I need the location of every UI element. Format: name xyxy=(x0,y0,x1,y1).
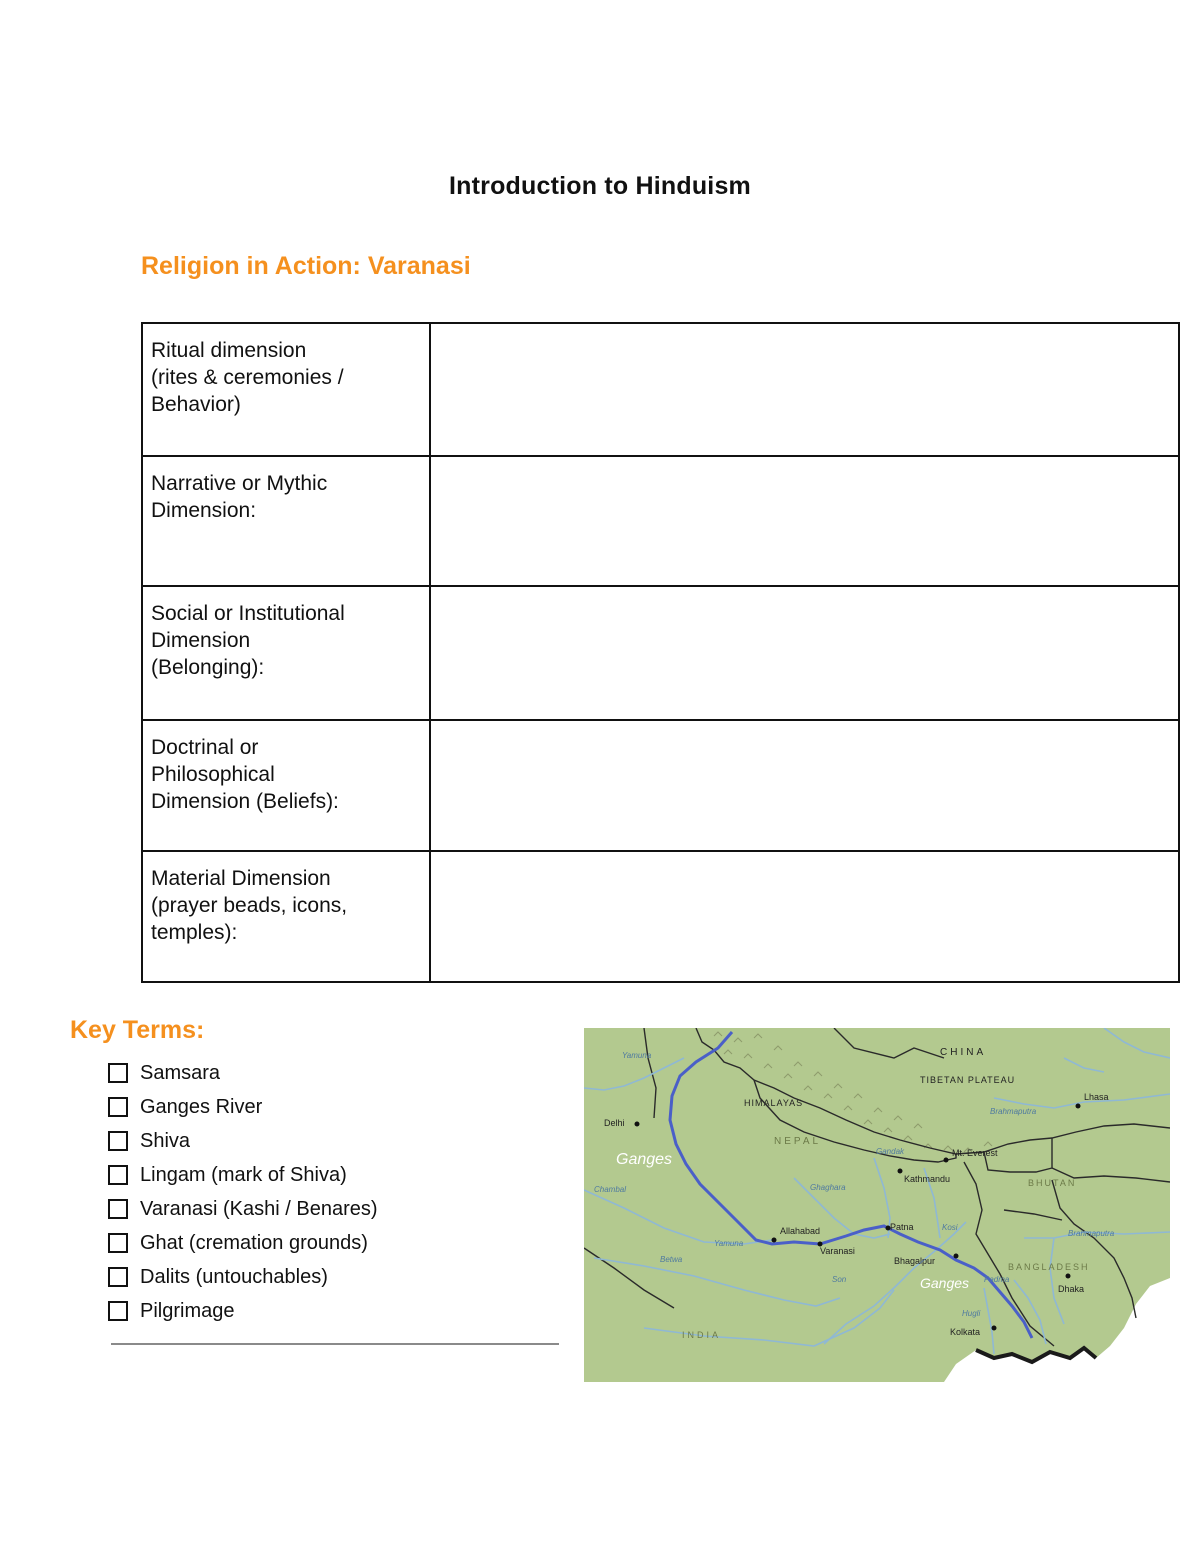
label-padma: Padma xyxy=(984,1275,1010,1284)
answer-cell[interactable] xyxy=(430,851,1179,982)
table-row xyxy=(142,323,1179,456)
label-line: Material Dimension xyxy=(151,867,331,890)
label-ganges-east: Ganges xyxy=(920,1275,970,1291)
label-delhi: Delhi xyxy=(604,1118,625,1128)
label-bhutan: BHUTAN xyxy=(1028,1178,1077,1188)
label-line: temples): xyxy=(151,921,238,944)
label-line: Philosophical xyxy=(151,763,275,786)
label-line: Dimension: xyxy=(151,499,257,522)
label-yamuna-south: Yamuna xyxy=(714,1239,744,1248)
term-label: Samsara xyxy=(140,1061,221,1084)
table-row xyxy=(142,456,1179,586)
label-kathmandu: Kathmandu xyxy=(904,1174,951,1184)
dimension-label xyxy=(142,323,430,456)
dimension-label xyxy=(142,456,430,586)
checkbox[interactable] xyxy=(108,1131,128,1151)
checkbox[interactable] xyxy=(108,1063,128,1083)
label-varanasi: Varanasi xyxy=(820,1246,855,1256)
table-row xyxy=(142,851,1179,982)
dimension-label xyxy=(142,586,430,720)
label-china: CHINA xyxy=(940,1047,987,1058)
label-line: Dimension (Beliefs): xyxy=(151,790,339,813)
term-label: Ghat (cremation grounds) xyxy=(140,1231,368,1254)
list-item xyxy=(108,1090,378,1124)
table-row xyxy=(142,586,1179,720)
label-patna: Patna xyxy=(890,1222,914,1232)
section-heading: Religion in Action: Varanasi xyxy=(141,252,471,280)
answer-cell[interactable] xyxy=(430,456,1179,586)
label-kosi: Kosi xyxy=(942,1223,958,1232)
page-title: Introduction to Hinduism xyxy=(449,172,751,200)
list-item xyxy=(108,1124,378,1158)
checkbox[interactable] xyxy=(108,1097,128,1117)
checkbox[interactable] xyxy=(108,1165,128,1185)
key-terms-heading: Key Terms: xyxy=(70,1016,205,1044)
label-himalayas: HIMALAYAS xyxy=(744,1098,804,1108)
label-allahabad: Allahabad xyxy=(780,1226,821,1236)
label-mt-everest: Mt. Everest xyxy=(952,1148,998,1158)
label-kolkata: Kolkata xyxy=(950,1327,981,1337)
term-label: Ganges River xyxy=(140,1095,263,1118)
table-row xyxy=(142,720,1179,851)
label-chambal: Chambal xyxy=(594,1185,627,1194)
label-betwa: Betwa xyxy=(660,1255,683,1264)
label-india: INDIA xyxy=(682,1330,722,1340)
label-brahmaputra-lower: Brahmaputra xyxy=(1068,1229,1115,1238)
checkbox[interactable] xyxy=(108,1301,128,1321)
list-item xyxy=(108,1192,378,1226)
term-label: Shiva xyxy=(140,1129,191,1152)
label-ghaghara: Ghaghara xyxy=(810,1183,846,1192)
label-line: Behavior) xyxy=(151,393,241,416)
divider xyxy=(111,1343,559,1345)
dimension-label xyxy=(142,851,430,982)
dimension-label xyxy=(142,720,430,851)
label-line: Dimension xyxy=(151,629,251,652)
term-label: Pilgrimage xyxy=(140,1299,235,1322)
label-line: (prayer beads, icons, xyxy=(151,894,348,917)
key-terms-list xyxy=(108,1056,378,1328)
term-label: Varanasi (Kashi / Benares) xyxy=(140,1197,378,1220)
ganges-map xyxy=(584,1028,1170,1382)
list-item xyxy=(108,1056,378,1090)
label-line: Ritual dimension xyxy=(151,339,307,362)
list-item xyxy=(108,1260,378,1294)
checkbox[interactable] xyxy=(108,1267,128,1287)
list-item xyxy=(108,1158,378,1192)
label-dhaka: Dhaka xyxy=(1058,1284,1085,1294)
list-item xyxy=(108,1294,378,1328)
label-line: (rites & ceremonies / xyxy=(151,366,344,389)
label-bhagalpur: Bhagalpur xyxy=(894,1256,936,1266)
checkbox[interactable] xyxy=(108,1233,128,1253)
label-hugli: Hugli xyxy=(962,1309,981,1318)
label-nepal: NEPAL xyxy=(774,1136,822,1147)
label-line: Doctrinal or xyxy=(151,736,259,759)
label-bangladesh: BANGLADESH xyxy=(1008,1262,1090,1272)
label-brahmaputra-upper: Brahmaputra xyxy=(990,1107,1037,1116)
term-label: Lingam (mark of Shiva) xyxy=(140,1163,347,1186)
answer-cell[interactable] xyxy=(430,323,1179,456)
list-item xyxy=(108,1226,378,1260)
dimensions-table xyxy=(141,322,1180,983)
answer-cell[interactable] xyxy=(430,586,1179,720)
map-land xyxy=(584,1028,1170,1382)
label-tibetan-plateau: TIBETAN PLATEAU xyxy=(920,1075,1016,1085)
label-lhasa: Lhasa xyxy=(1084,1092,1109,1102)
checkbox[interactable] xyxy=(108,1199,128,1219)
label-yamuna-north: Yamuna xyxy=(622,1051,652,1060)
label-line: Narrative or Mythic xyxy=(151,472,328,495)
label-line: Social or Institutional xyxy=(151,602,345,625)
label-ganges-west: Ganges xyxy=(616,1151,673,1168)
label-son: Son xyxy=(832,1275,847,1284)
map-svg xyxy=(584,1028,1170,1382)
label-gandak: Gandak xyxy=(876,1147,905,1156)
term-label: Dalits (untouchables) xyxy=(140,1265,328,1288)
label-line: (Belonging): xyxy=(151,656,265,679)
answer-cell[interactable] xyxy=(430,720,1179,851)
